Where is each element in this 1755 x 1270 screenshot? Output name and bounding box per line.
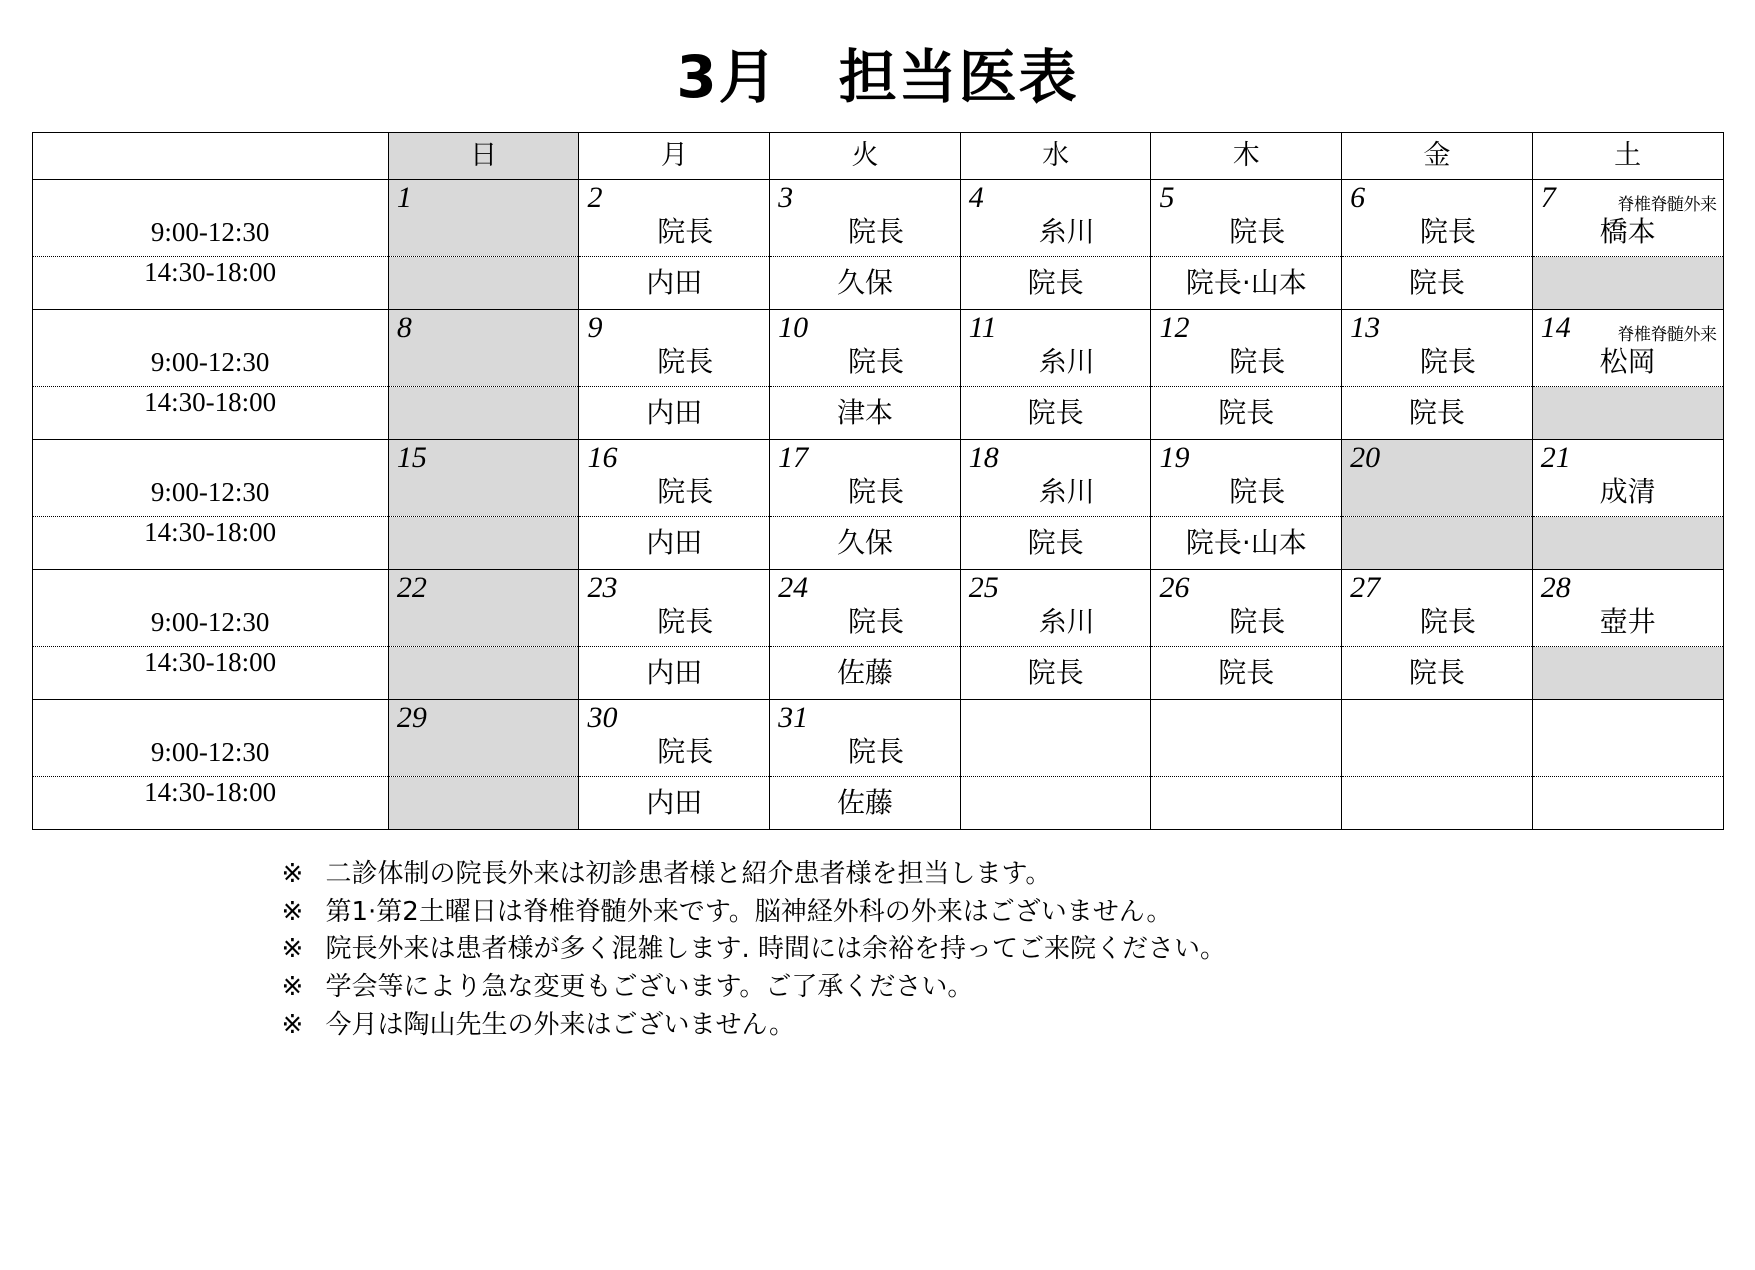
day-cell-am [1342,570,1533,647]
day-cell-pm [388,257,579,310]
day-number: 18 [968,441,999,474]
day-number: 30 [587,701,618,734]
day-number: 12 [1159,311,1190,344]
doctor-name-am: 壺井 [1599,605,1656,638]
time-label-pm: 14:30-18:00 [32,387,388,440]
day-number: 23 [587,571,618,604]
page-title: 3月 担当医表 [676,43,1079,111]
header-day-tue: 火 [770,133,961,180]
day-number: 19 [1159,441,1190,474]
week-row-pm [32,517,1723,570]
day-cell-pm [960,777,1151,830]
header-day-sun: 日 [388,133,579,180]
schedule-page [0,30,1755,1270]
day-cell-pm [579,517,770,570]
day-cell-pm [1151,387,1342,440]
doctor-name-am: 院長 [657,475,714,508]
day-cell-am [960,570,1151,647]
day-cell-am [1151,180,1342,257]
doctor-name-pm: 院長 [1408,656,1465,689]
day-cell-am [770,310,961,387]
day-cell-am [960,440,1151,517]
week-row-pm [32,647,1723,700]
doctor-name-am: 院長 [847,215,904,248]
doctor-name-am: 院長 [1229,605,1286,638]
doctor-name-am: 院長 [847,735,904,768]
doctor-name-am: 糸川 [1038,605,1095,638]
day-cell-pm [388,647,579,700]
doctor-name-pm: 院長 [1027,396,1084,429]
note-text: 第1·第2土曜日は脊椎脊髄外来です。脳神経外科の外来はございません。 [325,896,1173,927]
doctor-name-pm: 院長 [1218,396,1275,429]
day-cell-pm [1532,517,1723,570]
doctor-name-am: 院長 [847,345,904,378]
day-cell-am [579,700,770,777]
day-number: 28 [1540,571,1571,604]
day-number: 26 [1159,571,1190,604]
day-cell-am [1151,570,1342,647]
note-mark: ※ [281,859,304,889]
day-cell-am [1342,310,1533,387]
day-cell-am [960,700,1151,777]
day-cell-am [1151,310,1342,387]
day-cell-pm [770,777,961,830]
doctor-name-am: 院長 [1229,475,1286,508]
doctor-name-am: 院長 [657,345,714,378]
doctor-name-am: 院長 [1229,345,1286,378]
doctor-name-am: 糸川 [1038,215,1095,248]
day-cell-pm [1151,257,1342,310]
day-number: 17 [778,441,809,474]
day-number: 29 [396,701,427,734]
note-item [282,856,1724,894]
doctor-name-pm: 内田 [646,526,703,559]
day-number: 3 [778,181,794,214]
day-cell-am [388,570,579,647]
week-row-am [32,570,1723,647]
week-row-am [32,700,1723,777]
day-cell-am [579,310,770,387]
day-cell-pm [1151,647,1342,700]
doctor-name-pm: 佐藤 [836,786,893,819]
day-number: 4 [968,181,984,214]
note-item [282,1007,1724,1045]
note-mark: ※ [281,1009,304,1040]
day-cell-am [1532,700,1723,777]
day-number: 20 [1350,441,1381,474]
doctor-name-am: 橋本 [1599,215,1656,248]
note-mark: ※ [281,934,304,965]
day-number: 9 [587,311,603,344]
day-cell-am [770,700,961,777]
day-number: 27 [1350,571,1381,604]
day-cell-pm [770,517,961,570]
day-number: 8 [396,311,412,344]
doctor-name-am: 成清 [1599,475,1656,508]
day-cell-am [579,180,770,257]
day-cell-pm [579,257,770,310]
schedule-table [32,132,1724,830]
day-number: 6 [1350,181,1366,214]
day-cell-am [1532,440,1723,517]
doctor-name-pm: 内田 [646,786,703,819]
doctor-name-pm: 佐藤 [836,656,893,689]
day-cell-am [388,700,579,777]
note-text: 学会等により急な変更もございます。ご了承ください。 [325,972,974,1003]
day-number: 11 [968,311,997,344]
day-cell-pm [960,517,1151,570]
doctor-name-am: 院長 [657,605,714,638]
notes-list [32,856,1724,1044]
day-cell-pm [960,257,1151,310]
doctor-name-am: 院長 [657,215,714,248]
doctor-name-pm: 内田 [646,656,703,689]
day-cell-am [1342,440,1533,517]
doctor-name-pm: 院長·山本 [1185,526,1307,559]
day-number: 24 [778,571,809,604]
header-day-sat: 土 [1532,133,1723,180]
day-cell-pm [388,517,579,570]
note-item [282,969,1724,1007]
day-cell-pm [1342,387,1533,440]
day-cell-am [1532,180,1723,257]
note-item [282,894,1724,932]
day-cell-am [1342,700,1533,777]
day-number: 1 [396,181,412,214]
doctor-name-pm: 津本 [836,396,893,429]
day-number: 7 [1540,181,1556,214]
day-cell-pm [388,777,579,830]
day-cell-am [1532,570,1723,647]
day-cell-pm [1532,257,1723,310]
day-cell-pm [770,387,961,440]
day-cell-pm [770,257,961,310]
day-cell-pm [1151,517,1342,570]
day-cell-am [1532,310,1723,387]
doctor-name-am: 松岡 [1599,345,1656,378]
note-mark: ※ [281,972,304,1003]
day-number: 14 [1540,311,1571,344]
header-day-wed: 水 [960,133,1151,180]
day-number: 25 [968,571,999,604]
doctor-name-pm: 院長 [1027,656,1084,689]
header-day-mon: 月 [579,133,770,180]
day-cell-pm [960,647,1151,700]
day-number: 16 [587,441,618,474]
day-cell-am [579,570,770,647]
doctor-name-am: 院長 [847,475,904,508]
time-label-am: 9:00-12:30 [32,180,388,257]
day-cell-am [770,570,961,647]
note-text: 二診体制の院長外来は初診患者様と紹介患者様を担当します。 [325,859,1052,889]
doctor-name-pm: 院長·山本 [1185,266,1307,299]
day-number: 10 [778,311,809,344]
doctor-name-am: 院長 [1419,605,1476,638]
header-day-fri: 金 [1342,133,1533,180]
doctor-name-am: 院長 [1419,345,1476,378]
day-cell-pm [579,387,770,440]
day-cell-pm [1342,517,1533,570]
week-row-am [32,440,1723,517]
time-label-am: 9:00-12:30 [32,700,388,777]
doctor-name-am: 糸川 [1038,475,1095,508]
day-cell-am [1342,180,1533,257]
time-label-pm: 14:30-18:00 [32,777,388,830]
doctor-name-am: 院長 [1229,215,1286,248]
day-number: 21 [1540,441,1571,474]
day-cell-pm [1342,647,1533,700]
doctor-name-pm: 内田 [646,396,703,429]
day-cell-pm [579,647,770,700]
doctor-name-pm: 院長 [1408,396,1465,429]
day-cell-am [770,180,961,257]
week-row-pm [32,777,1723,830]
day-cell-pm [1342,257,1533,310]
header-day-thu: 木 [1151,133,1342,180]
day-cell-pm [960,387,1151,440]
day-cell-pm [388,387,579,440]
doctor-name-am: 院長 [1419,215,1476,248]
table-body [32,180,1723,830]
time-label-am: 9:00-12:30 [32,570,388,647]
day-tag: 脊椎脊髄外来 [1617,325,1717,345]
header-corner [32,133,388,180]
day-number: 5 [1159,181,1175,214]
week-row-am [32,180,1723,257]
time-label-pm: 14:30-18:00 [32,517,388,570]
day-cell-pm [1532,777,1723,830]
day-cell-am [388,440,579,517]
time-label-am: 9:00-12:30 [32,310,388,387]
doctor-name-pm: 院長 [1027,266,1084,299]
note-text: 院長外来は患者様が多く混雑します. 時間には余裕を持ってご来院ください。 [325,934,1227,965]
day-tag: 脊椎脊髄外来 [1617,195,1717,215]
day-number: 2 [587,181,603,214]
header-row [32,133,1723,180]
day-number: 31 [778,701,809,734]
doctor-name-am: 院長 [847,605,904,638]
time-label-pm: 14:30-18:00 [32,257,388,310]
day-number: 22 [396,571,427,604]
day-cell-pm [1151,777,1342,830]
day-cell-pm [1342,777,1533,830]
doctor-name-pm: 久保 [836,266,893,299]
day-cell-am [579,440,770,517]
doctor-name-am: 院長 [657,735,714,768]
day-cell-pm [1532,647,1723,700]
doctor-name-pm: 院長 [1408,266,1465,299]
time-label-pm: 14:30-18:00 [32,647,388,700]
day-cell-am [960,180,1151,257]
day-number: 13 [1350,311,1381,344]
day-cell-am [770,440,961,517]
week-row-pm [32,257,1723,310]
week-row-am [32,310,1723,387]
day-cell-am [388,180,579,257]
doctor-name-am: 糸川 [1038,345,1095,378]
day-cell-pm [770,647,961,700]
doctor-name-pm: 院長 [1027,526,1084,559]
day-cell-am [1151,700,1342,777]
day-number: 15 [396,441,427,474]
doctor-name-pm: 院長 [1218,656,1275,689]
table-header [32,133,1723,180]
note-item [282,931,1724,969]
day-cell-pm [1532,387,1723,440]
doctor-name-pm: 内田 [646,266,703,299]
day-cell-am [960,310,1151,387]
week-row-pm [32,387,1723,440]
time-label-am: 9:00-12:30 [32,440,388,517]
doctor-name-pm: 久保 [836,526,893,559]
day-cell-am [1151,440,1342,517]
day-cell-pm [579,777,770,830]
day-cell-am [388,310,579,387]
note-text: 今月は陶山先生の外来はございません。 [325,1009,796,1040]
note-mark: ※ [281,896,304,927]
